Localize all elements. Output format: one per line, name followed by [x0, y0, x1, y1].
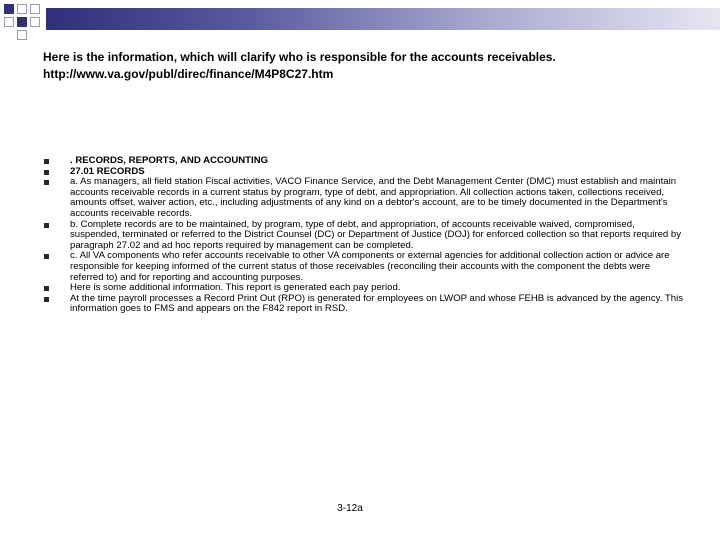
deco-square	[17, 4, 27, 14]
list-item-text: . RECORDS, REPORTS, AND ACCOUNTING	[70, 155, 269, 166]
list-item	[44, 251, 684, 283]
deco-square	[4, 4, 14, 14]
list-item	[44, 294, 684, 315]
deco-square	[4, 17, 14, 27]
list-item-text: b. Complete records are to be maintained, by program, type of debt, and appropriation, of accounts receivable waived, compromised, suspended, terminated or referred to the District Counsel (DC) or Department of Justice (DOJ) for enforced collection so that reports required by paragraph 27.02 and ad hoc reports required by management can be completed.	[70, 218, 682, 251]
square-bullet-icon	[44, 254, 49, 259]
square-bullet-icon	[44, 159, 49, 164]
list-item	[44, 220, 684, 252]
list-item-text: c. All VA components who refer accounts receivable to other VA components or external agencies for additional collection action or advice are responsible for keeping informed of the current status of those receivables (reconciling their accounts with the component the debts were referred to) and for reporting and accounting purposes.	[70, 250, 670, 283]
deco-square	[17, 17, 27, 27]
square-bullet-icon	[44, 170, 49, 175]
deco-square	[30, 4, 40, 14]
list-item-text: At the time payroll processes a Record Print Out (RPO) is generated for employees on LWOP and whose FEHB is advanced by the agency. This information goes to FMS and appears on the F842 report in RSD.	[70, 292, 684, 315]
page-number: 3-12a	[337, 503, 363, 514]
slide-title: Here is the information, which will clarify who is responsible for the accounts receivables.	[43, 50, 556, 64]
square-bullet-icon	[44, 180, 49, 185]
header-gradient-bar	[46, 8, 720, 30]
list-item-text: Here is some additional information. This report is generated each pay period.	[70, 282, 401, 294]
square-bullet-icon	[44, 286, 49, 291]
slide-decoration	[0, 0, 720, 40]
square-bullet-icon	[44, 223, 49, 228]
source-url: http://www.va.gov/publ/direc/finance/M4P8C27.htm	[43, 67, 334, 81]
bullet-list	[44, 156, 684, 315]
deco-square	[30, 17, 40, 27]
list-item-text: 27.01 RECORDS	[70, 165, 145, 177]
deco-square	[17, 30, 27, 40]
list-item	[44, 177, 684, 219]
list-item-text: a. As managers, all field station Fiscal activities, VACO Finance Service, and the Debt Management Center (DMC) must establish and maintain accounts receivable records in a current status by program, type of debt, and appropriation. All collection actions taken, collections received, amounts offset, waiver action, etc., including adjustments of any kind on a debtor's account, are to be timely documented in the Department's accounts receivable records.	[70, 176, 677, 219]
square-bullet-icon	[44, 297, 49, 302]
